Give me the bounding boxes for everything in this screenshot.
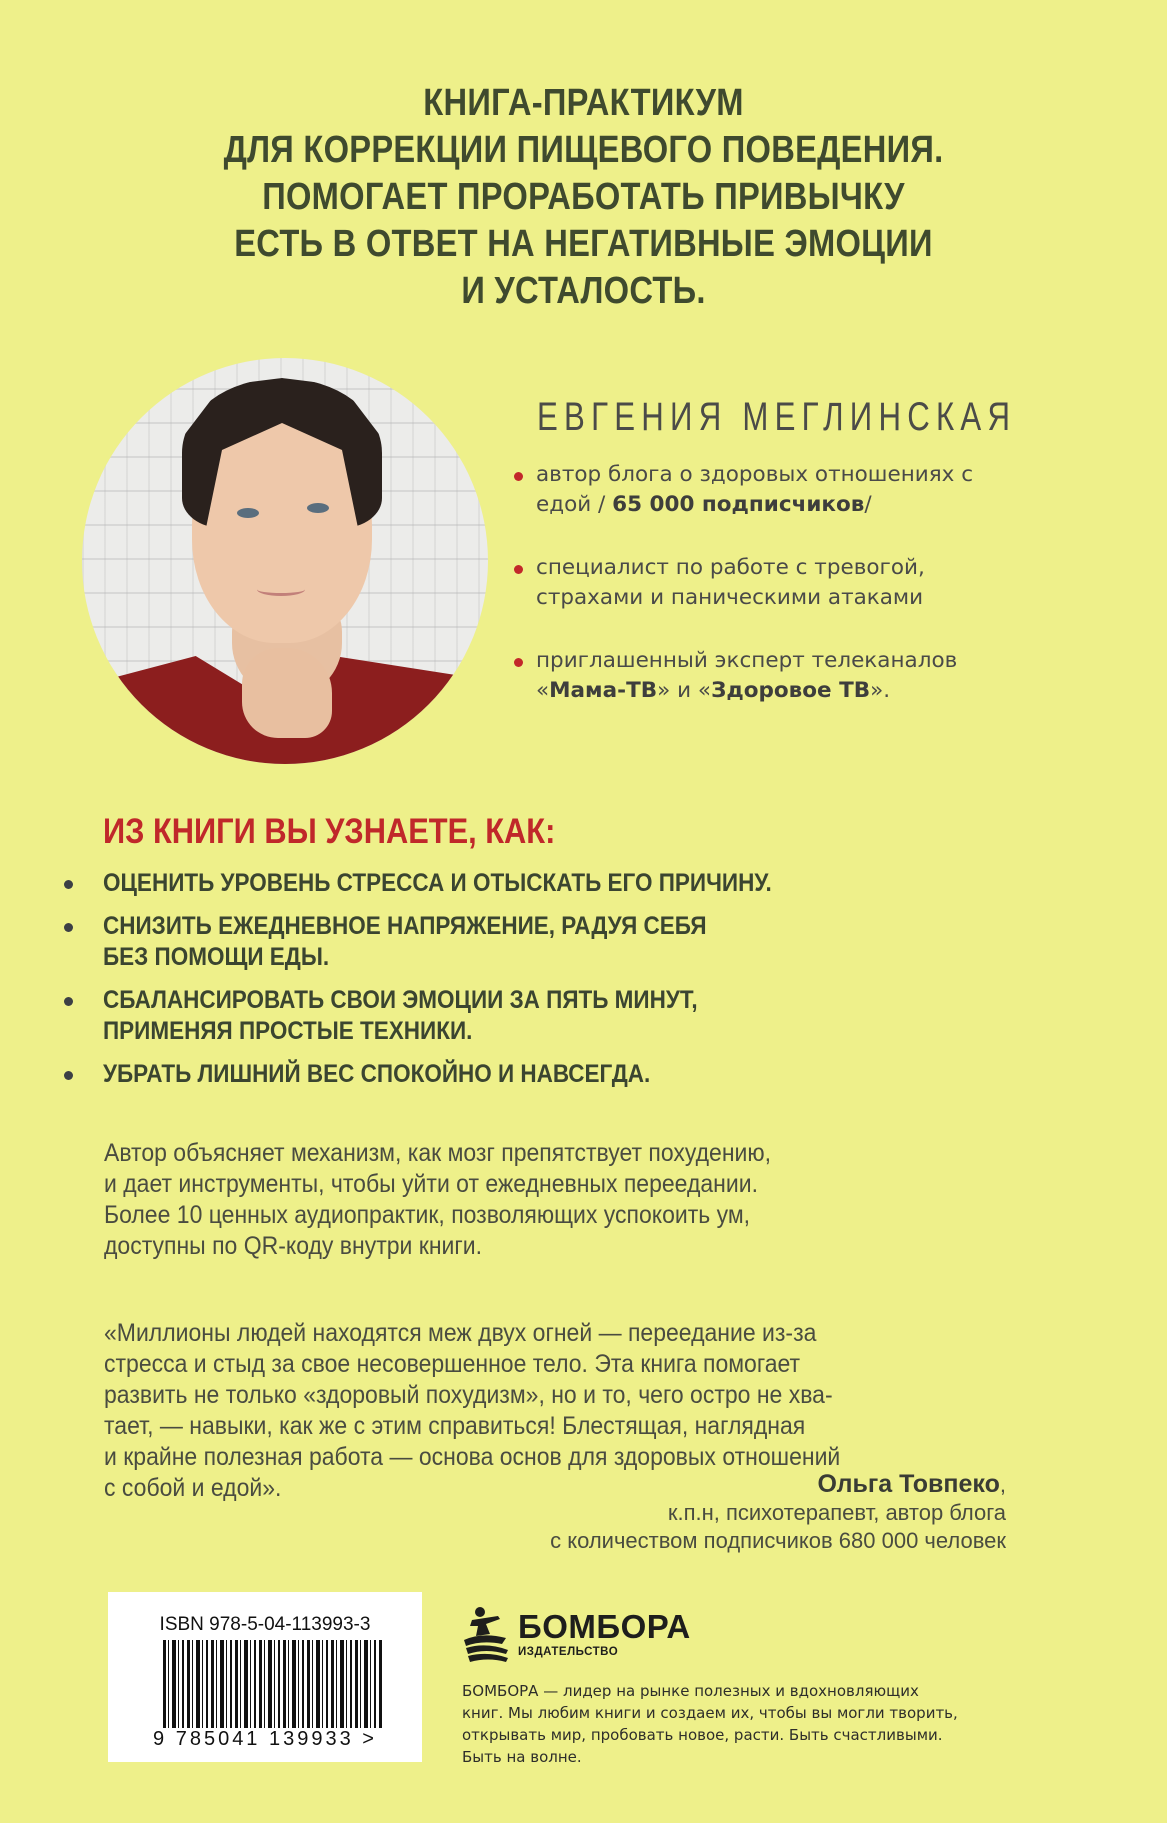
isbn-barcode bbox=[108, 1592, 422, 1762]
quote-author-name: Ольга Товпеко bbox=[817, 1470, 1000, 1498]
quote-line: стресса и стыд за свое несовершенное тело. Эта книга помогает bbox=[104, 1350, 801, 1378]
cover-headline bbox=[0, 80, 1167, 315]
learn-item: СБАЛАНСИРОВАТЬ СВОИ ЭМОЦИИ ЗА ПЯТЬ МИНУТ, ПРИМЕНЯЯ ПРОСТЫЕ ТЕХНИКИ. bbox=[60, 985, 960, 1047]
headline-line: ЕСТЬ В ОТВЕТ НА НЕГАТИВНЫЕ ЭМОЦИИ bbox=[234, 223, 933, 265]
description-line: доступны по QR-коду внутри книги. bbox=[104, 1232, 483, 1260]
quote-author-title: с количеством подписчиков 680 000 человек bbox=[550, 1528, 1006, 1553]
quote-line: с собой и едой». bbox=[104, 1474, 282, 1502]
quote-author-comma: , bbox=[999, 1472, 1006, 1497]
isbn-number: ISBN 978-5-04-113993-3 bbox=[159, 1614, 371, 1635]
author-name: ЕВГЕНИЯ МЕГЛИНСКАЯ bbox=[537, 395, 1017, 439]
learn-item: УБРАТЬ ЛИШНИЙ ВЕС СПОКОЙНО И НАВСЕГДА. bbox=[60, 1059, 960, 1090]
publisher-description: БОМБОРА — лидер на рынке полезных и вдохновляющих книг. Мы любим книги и создаем их, чтобы вы могли творить, открывать мир, пробовать новое, расти. Быть счастливыми. Быть на волне. bbox=[462, 1682, 958, 1766]
description-line: Автор объясняет механизм, как мозг препятствует похудению, bbox=[104, 1139, 772, 1167]
photo-eye bbox=[237, 508, 259, 518]
quote-author-title: к.п.н, психотерапевт, автор блога bbox=[667, 1500, 1006, 1525]
author-fact: приглашенный эксперт телеканалов «Мама-ТВ» и «Здоровое ТВ». bbox=[510, 646, 1030, 706]
surfer-logo-icon bbox=[462, 1604, 510, 1664]
book-description bbox=[104, 1138, 1004, 1262]
author-photo bbox=[82, 358, 488, 764]
publisher-logo bbox=[462, 1604, 692, 1664]
headline-line: И УСТАЛОСТЬ. bbox=[461, 270, 706, 312]
quote-line: тает, — навыки, как же с этим справиться! Блестящая, наглядная bbox=[104, 1412, 806, 1440]
publisher-brand: БОМБОРА bbox=[518, 1608, 691, 1645]
description-line: и дает инструменты, чтобы уйти от ежедневных переедании. bbox=[104, 1170, 758, 1198]
photo-hand bbox=[242, 648, 332, 738]
learn-list bbox=[60, 868, 960, 1102]
author-fact: специалист по работе с тревогой, страхами и паническими атаками bbox=[510, 553, 1030, 613]
learn-item: СНИЗИТЬ ЕЖЕДНЕВНОЕ НАПРЯЖЕНИЕ, РАДУЯ СЕБЯ БЕЗ ПОМОЩИ ЕДЫ. bbox=[60, 911, 960, 973]
description-line: Более 10 ценных аудиопрактик, позволяющих успокоить ум, bbox=[104, 1201, 751, 1229]
barcode-digits: 9 785041 139933 > bbox=[153, 1728, 377, 1750]
barcode-bars bbox=[163, 1640, 383, 1728]
author-fact: автор блога о здоровых отношениях с едой / 65 000 подписчиков/ bbox=[510, 460, 1030, 520]
headline-line: КНИГА-ПРАКТИКУМ bbox=[423, 82, 744, 124]
publisher-sub: ИЗДАТЕЛЬСТВО bbox=[518, 1646, 619, 1658]
quote-line: развить не только «здоровый похудизм», но и то, чего остро не хва- bbox=[104, 1381, 833, 1409]
headline-line: ДЛЯ КОРРЕКЦИИ ПИЩЕВОГО ПОВЕДЕНИЯ. bbox=[223, 129, 944, 171]
quote-line: и крайне полезная работа — основа основ для здоровых отношений bbox=[104, 1443, 841, 1471]
quote-line: «Миллионы людей находятся меж двух огней — переедание из-за bbox=[104, 1319, 817, 1347]
headline-line: ПОМОГАЕТ ПРОРАБОТАТЬ ПРИВЫЧКУ bbox=[262, 176, 905, 218]
learn-heading: ИЗ КНИГИ ВЫ УЗНАЕТЕ, КАК: bbox=[103, 812, 556, 851]
photo-eye bbox=[307, 503, 329, 513]
quote-attribution bbox=[550, 1470, 1006, 1555]
author-facts-list bbox=[510, 460, 1030, 739]
photo-mouth bbox=[257, 583, 305, 596]
learn-item: ОЦЕНИТЬ УРОВЕНЬ СТРЕССА И ОТЫСКАТЬ ЕГО ПРИЧИНУ. bbox=[60, 868, 960, 899]
